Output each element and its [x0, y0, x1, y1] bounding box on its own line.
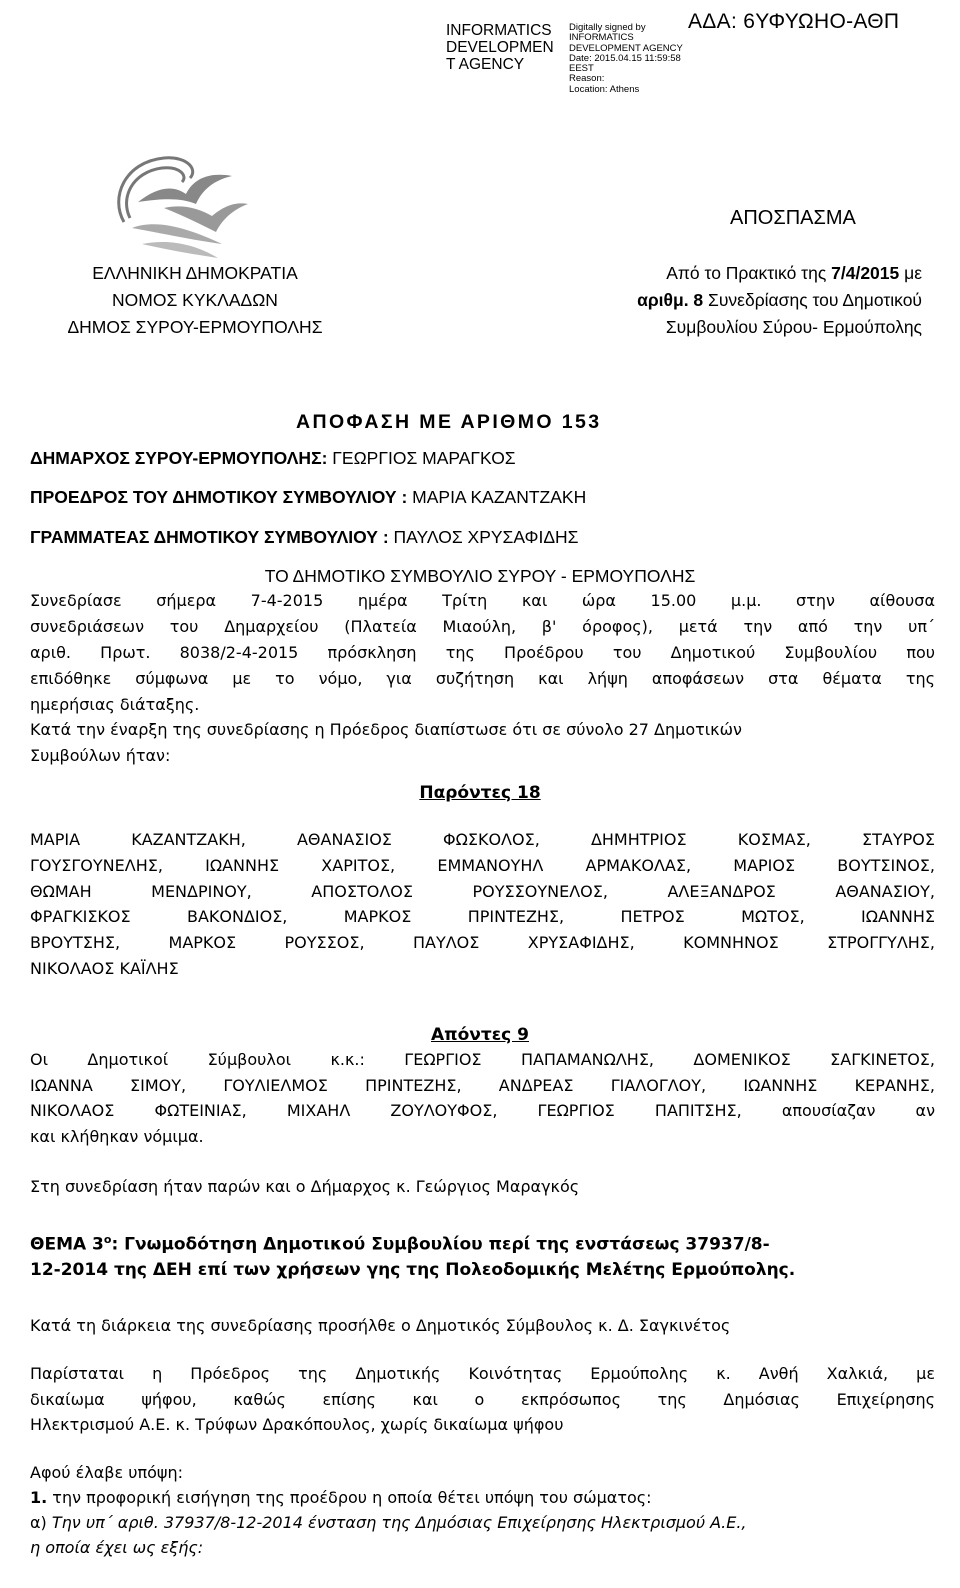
- mayor-present-line: Στη συνεδρίαση ήταν παρών και ο Δήμαρχος κ. Γεώργιος Μαραγκός: [30, 1177, 580, 1196]
- present-member-line: ΓΟΥΣΓΟΥΝΕΛΗΣ, ΙΩΑΝΝΗΣ ΧΑΡΙΤΟΣ, ΕΜΜΑΝΟΥΗΛ ΑΡΜΑΚΟΛΑΣ, ΜΑΡΙΟΣ ΒΟΥΤΣΙΝΟΣ,: [30, 856, 935, 875]
- present-heading: Παρόντες 18: [419, 783, 541, 803]
- session-paragraph-line: συνεδριάσεων του Δημαρχείου (Πλατεία Μιαούλη, β' όροφος), μετά την από την υπ΄: [30, 617, 935, 636]
- session-paragraph-line: επιδόθηκε σύμφωνα με το νόμο, για συζήτηση και λήψη αποφάσεων στα θέματα της: [30, 669, 935, 688]
- session-paragraph-line: αριθ. Πρωτ. 8038/2-4-2015 πρόσκληση της Προέδρου του Δημοτικού Συμβουλίου που: [30, 643, 935, 662]
- signature-org-line: T AGENCY: [446, 56, 525, 73]
- secretary-line: [30, 527, 579, 548]
- item-label: α): [30, 1513, 52, 1532]
- council-name: ΤΟ ΔΗΜΟΤΙΚΟ ΣΥΜΒΟΥΛΙΟ ΣΥΡΟΥ - ΕΡΜΟΥΠΟΛΗΣ: [264, 566, 696, 586]
- community-line: Παρίσταται η Πρόεδρος της Δημοτικής Κοινότητας Ερμούπολης κ. Ανθή Χαλκιά, με: [30, 1364, 935, 1383]
- present-member-line: ΝΙΚΟΛΑΟΣ ΚΑΪΛΗΣ: [30, 959, 179, 978]
- present-member-line: ΜΑΡΙΑ ΚΑΖΑΝΤΖΑΚΗ, ΑΘΑΝΑΣΙΟΣ ΦΩΣΚΟΛΟΣ, ΔΗΜΗΤΡΙΟΣ ΚΟΣΜΑΣ, ΣΤΑΥΡΟΣ: [30, 830, 935, 849]
- session-number: αριθμ. 8: [637, 290, 704, 310]
- president-line: [30, 487, 586, 508]
- quorum-line: Συμβούλων ήταν:: [30, 746, 171, 765]
- item-a: [30, 1513, 747, 1532]
- item-text: η οποία έχει ως εξής:: [30, 1538, 204, 1557]
- present-member-line: ΒΡΟΥΤΣΗΣ, ΜΑΡΚΟΣ ΡΟΥΣΣΟΣ, ΠΑΥΛΟΣ ΧΡΥΣΑΦΙΔΗΣ, ΚΟΜΝΗΝΟΣ ΣΤΡΟΓΓΥΛΗΣ,: [30, 933, 935, 952]
- president-label: ΠΡΟΕΔΡΟΣ ΤΟΥ ΔΗΜΟΤΙΚΟΥ ΣΥΜΒΟΥΛΙΟΥ :: [30, 487, 408, 507]
- absent-member-line: Οι Δημοτικοί Σύμβουλοι κ.κ.: ΓΕΩΡΓΙΟΣ ΠΑΠΑΜΑΝΩΛΗΣ, ΔΟΜΕΝΙΚΟΣ ΣΑΓΚΙΝΕΤΟΣ,: [30, 1050, 935, 1069]
- attendance-note: Κατά τη διάρκεια της συνεδρίασης προσήλθε ο Δημοτικός Σύμβουλος κ. Δ. Σαγκινέτος: [30, 1316, 731, 1335]
- theme-text: : Γνωμοδότηση Δημοτικού Συμβουλίου περί της ενστάσεως 37937/8-: [111, 1234, 770, 1255]
- present-member-line: ΘΩΜΑΗ ΜΕΝΔΡΙΝΟΥ, ΑΠΟΣΤΟΛΟΣ ΡΟΥΣΣΟΥΝΕΛΟΣ, ΑΛΕΞΑΝΔΡΟΣ ΑΘΑΝΑΣΙΟΥ,: [30, 882, 935, 901]
- authority-line: ΔΗΜΟΣ ΣΥΡΟΥ-ΕΡΜΟΥΠΟΛΗΣ: [67, 317, 323, 337]
- signature-detail-line: Digitally signed by: [569, 22, 646, 33]
- signature-detail-line: EEST: [569, 63, 594, 75]
- absent-heading: Απόντες 9: [431, 1025, 529, 1045]
- minutes-reference-line: [612, 260, 922, 287]
- session-paragraph-line: Συνεδρίασε σήμερα 7-4-2015 ημέρα Τρίτη και ώρα 15.00 μ.μ. στην αίθουσα: [30, 591, 935, 610]
- secretary-name: ΠΑΥΛΟΣ ΧΡΥΣΑΦΙΔΗΣ: [388, 527, 579, 547]
- municipality-logo-icon: [102, 148, 250, 262]
- theme-number: ΘΕΜΑ 3: [30, 1234, 104, 1255]
- item-text: Την υπ΄ αριθ. 37937/8-12-2014 ένσταση της Δημόσιας Επιχείρησης Ηλεκτρισμού Α.Ε.,: [51, 1513, 747, 1532]
- signature-detail-line: Date: 2015.04.15 11:59:58: [569, 52, 681, 64]
- mayor-label: ΔΗΜΑΡΧΟΣ ΣΥΡΟΥ-ΕΡΜΟΥΠΟΛΗΣ:: [30, 448, 328, 468]
- considered-heading: Αφού έλαβε υπόψη:: [30, 1463, 184, 1482]
- community-line: Ηλεκτρισμού Α.Ε. κ. Τρύφων Δρακόπουλος, χωρίς δικαίωμα ψήφου: [30, 1415, 564, 1434]
- signature-org-line: DEVELOPMEN: [446, 39, 554, 56]
- absent-member-line: και κλήθηκαν νόμιμα.: [30, 1127, 204, 1146]
- absent-member-line: ΙΩΑΝΝΑ ΣΙΜΟΥ, ΓΟΥΛΙΕΛΜΟΣ ΠΡΙΝΤΕΖΗΣ, ΑΝΔΡΕΑΣ ΓΙΑΛΟΓΛΟΥ, ΙΩΑΝΝΗΣ ΚΕΡΑΝΗΣ,: [30, 1076, 935, 1095]
- signature-organization: [446, 22, 554, 73]
- item-number: 1.: [30, 1488, 48, 1507]
- extract-label: ΑΠΟΣΠΑΣΜΑ: [730, 207, 856, 229]
- minutes-reference: [612, 260, 922, 341]
- president-name: ΜΑΡΙΑ ΚΑΖΑΝΤΖΑΚΗ: [407, 487, 587, 507]
- theme-title-line: [30, 1233, 770, 1255]
- decision-title: ΑΠΟΦΑΣΗ ΜΕ ΑΡΙΘΜΟ 153: [296, 411, 602, 433]
- absent-member-line: ΝΙΚΟΛΑΟΣ ΦΩΤΕΙΝΙΑΣ, ΜΙΧΑΗΛ ΖΟΥΛΟΥΦΟΣ, ΓΕΩΡΓΙΟΣ ΠΑΠΙΤΣΗΣ, απουσίαζαν αν: [30, 1101, 935, 1120]
- ada-code: ΑΔΑ: 6ΥΦΥΩΗΟ-ΑΘΠ: [688, 10, 900, 33]
- signature-detail-line: Reason:: [569, 73, 605, 85]
- signature-detail-line: Location: Athens: [569, 83, 640, 95]
- signature-details: [569, 23, 683, 95]
- authority-line: ΕΛΛΗΝΙΚΗ ΔΗΜΟΚΡΑΤΙΑ: [92, 263, 298, 283]
- signature-org-line: INFORMATICS: [446, 22, 552, 39]
- minutes-text: Από το Πρακτικό της: [666, 263, 832, 283]
- minutes-text: με: [899, 263, 922, 283]
- minutes-text: Συνεδρίασης του Δημοτικού: [703, 290, 922, 310]
- item-1: [30, 1488, 652, 1507]
- item-text: την προφορική εισήγηση της προέδρου η οποία θέτει υπόψη του σώματος:: [47, 1488, 652, 1507]
- item-a-continued: [30, 1538, 203, 1557]
- minutes-date: 7/4/2015: [831, 263, 900, 283]
- signature-detail-line: INFORMATICS: [569, 32, 634, 44]
- theme-title-line: 12-2014 της ΔΕΗ επί των χρήσεων γης της Πολεοδομικής Μελέτης Ερμούπολης.: [30, 1260, 796, 1280]
- present-member-line: ΦΡΑΓΚΙΣΚΟΣ ΒΑΚΟΝΔΙΟΣ, ΜΑΡΚΟΣ ΠΡΙΝΤΕΖΗΣ, ΠΕΤΡΟΣ ΜΩΤΟΣ, ΙΩΑΝΝΗΣ: [30, 907, 935, 926]
- community-line: δικαίωμα ψήφου, καθώς επίσης και ο εκπρόσωπος της Δημόσιας Επιχείρησης: [30, 1390, 935, 1409]
- mayor-line: [30, 448, 516, 469]
- signature-detail-line: DEVELOPMENT AGENCY: [569, 42, 683, 54]
- mayor-name: ΓΕΩΡΓΙΟΣ ΜΑΡΑΓΚΟΣ: [327, 448, 516, 468]
- authority-line: ΝΟΜΟΣ ΚΥΚΛΑΔΩΝ: [112, 290, 278, 310]
- minutes-reference-line: Συμβουλίου Σύρου- Ερμούπολης: [665, 317, 922, 337]
- secretary-label: ΓΡΑΜΜΑΤΕΑΣ ΔΗΜΟΤΙΚΟΥ ΣΥΜΒΟΥΛΙΟΥ :: [30, 527, 389, 547]
- minutes-reference-line: [612, 287, 922, 314]
- authority-header: [30, 260, 360, 341]
- quorum-line: Κατά την έναρξη της συνεδρίασης η Πρόεδρος διαπίστωσε ότι σε σύνολο 27 Δημοτικών: [30, 720, 742, 739]
- theme-superscript: ο: [103, 1233, 112, 1246]
- session-paragraph-line: ημερήσιας διάταξης.: [30, 695, 200, 714]
